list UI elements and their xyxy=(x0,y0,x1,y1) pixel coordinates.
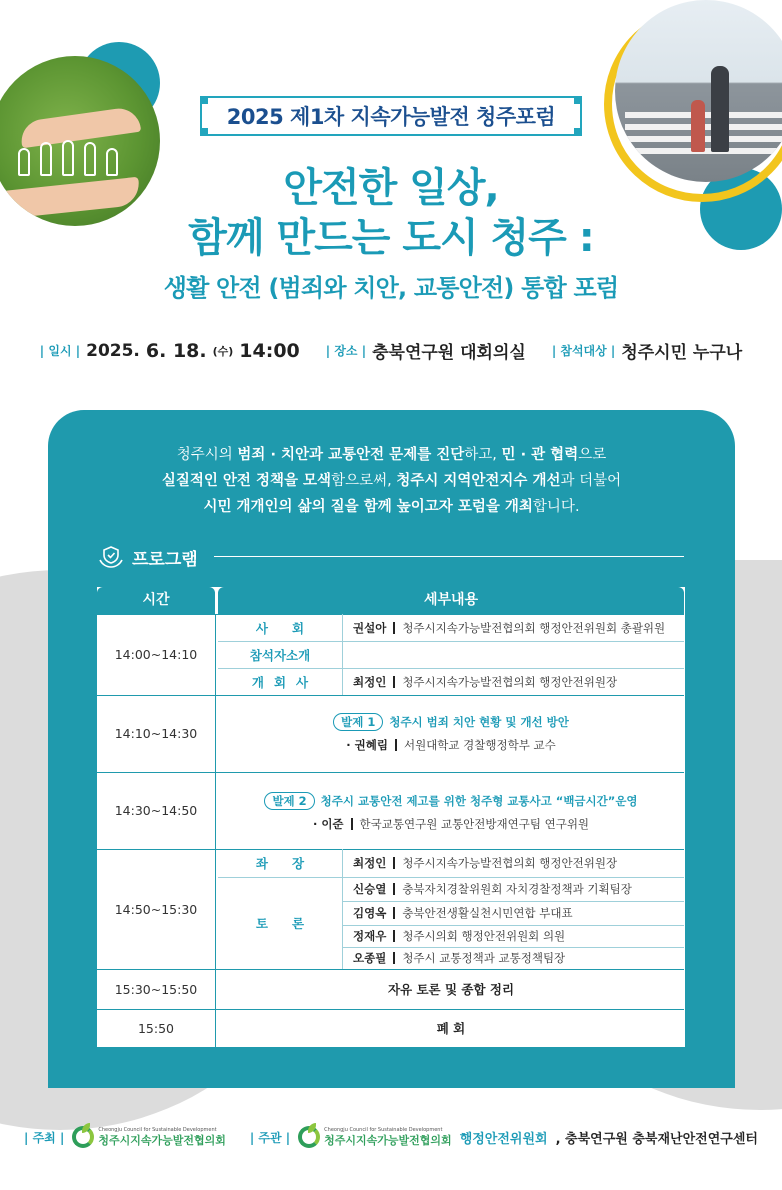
panelist-affiliation: 청주시의회 행정안전위원회 의원 xyxy=(402,929,566,943)
place-label: | 장소 | xyxy=(325,344,367,358)
program-heading xyxy=(98,544,198,570)
host-label: | 주최 | xyxy=(24,1130,65,1145)
speaker-affiliation: 청주시지속가능발전협의회 행정안전위원장 xyxy=(402,674,618,689)
intro-text-part: 과 더불어 xyxy=(560,473,622,489)
session-time: 14:30~14:50 xyxy=(114,803,198,818)
speaker-affiliation: 서원대학교 경찰행정학부 교수 xyxy=(403,738,556,752)
intro-text-part: 함으로써, xyxy=(331,473,397,489)
forum-badge xyxy=(200,96,582,136)
session-time: 14:50~15:30 xyxy=(114,901,198,917)
panelist xyxy=(353,947,565,969)
program-title: 프로그램 xyxy=(132,549,198,570)
place: 충북연구원 대회의실 xyxy=(372,343,526,363)
logo-english: Cheongju Council for Sustainable Development xyxy=(98,1127,217,1133)
intro-text-emphasis: 청주시 지역안전지수 개선 xyxy=(396,473,561,489)
speaker-name: · 권혜림 xyxy=(346,738,388,752)
intro-text-part: 청주시의 xyxy=(176,447,238,463)
speaker xyxy=(353,849,617,877)
intro-text-part: 으로 xyxy=(578,447,607,463)
speaker-affiliation: 한국교통연구원 교통안전방재연구팀 연구위원 xyxy=(359,817,590,831)
speaker-name: · 이준 xyxy=(312,817,344,831)
panelist xyxy=(353,877,632,901)
panelist xyxy=(353,901,573,925)
presentation xyxy=(218,713,684,753)
program-panel xyxy=(48,410,735,1088)
role-introductions: 참석자소개 xyxy=(249,647,311,663)
badge-text: 2025 제1차 지속가능발전 청주포럼 xyxy=(226,105,556,129)
intro-text-emphasis: 시민 개개인의 삶의 질을 함께 높이고자 포럼을 개최 xyxy=(203,499,533,515)
session-time: 14:10~14:30 xyxy=(114,726,198,741)
role-opening: 개회사 xyxy=(251,674,319,690)
panelist-affiliation: 충북안전생활실천시민연합 부대표 xyxy=(402,906,573,920)
target: 청주시민 누구나 xyxy=(621,343,743,363)
session-time: 15:50 xyxy=(137,1020,175,1036)
host-logo xyxy=(72,1126,226,1148)
role-host: 사회 xyxy=(255,620,329,636)
footer xyxy=(0,1122,782,1152)
logo-korean: 청주시지속가능발전협의회 xyxy=(324,1134,452,1147)
co-organizers: , 충북연구원 충북재난안전연구센터 xyxy=(555,1131,758,1147)
date-main: 6. 18. xyxy=(145,339,207,362)
panelist-name: 김영옥 xyxy=(353,906,387,920)
council-logo-icon xyxy=(72,1126,94,1148)
event-info xyxy=(0,338,782,363)
council-logo-icon xyxy=(298,1126,320,1148)
speaker-name: 최정인 xyxy=(353,674,387,689)
column-header-time: 시간 xyxy=(97,587,215,614)
presentation-tag: 발제 2 xyxy=(264,792,314,810)
logo-korean: 청주시지속가능발전협의회 xyxy=(98,1134,226,1147)
program-table xyxy=(96,586,686,1048)
role-chair: 좌장 xyxy=(255,856,329,871)
time: 14:00 xyxy=(239,339,300,362)
main-title-line2: 함께 만드는 도시 청주 : xyxy=(188,215,594,261)
organizer-logo xyxy=(298,1126,452,1148)
subtitle: 생활 안전 (범죄와 치안, 교통안전) 통합 포럼 xyxy=(163,274,619,302)
presentation-title: 청주시 교통안전 제고를 위한 청주형 교통사고 “백금시간”운영 xyxy=(320,794,638,808)
organizer-label: | 주관 | xyxy=(249,1130,291,1145)
date-label: | 일시 | xyxy=(39,344,81,358)
column-header-detail: 세부내용 xyxy=(218,587,684,614)
session-time: 15:30~15:50 xyxy=(114,981,198,997)
organizer-committee: 행정안전위원회 xyxy=(459,1131,548,1147)
panelist-name: 정재우 xyxy=(353,929,387,943)
speaker-name: 권설아 xyxy=(353,620,387,635)
intro-text-emphasis: 민 · 관 협력 xyxy=(501,447,579,463)
speaker xyxy=(353,614,665,641)
intro-text-emphasis: 실질적인 안전 정책을 모색 xyxy=(161,473,332,489)
presentation xyxy=(218,792,684,832)
role-discussion: 토론 xyxy=(255,916,329,931)
presentation-tag: 발제 1 xyxy=(333,713,383,731)
session-detail: 폐 회 xyxy=(436,1021,466,1036)
weekday: (수) xyxy=(212,344,234,358)
safety-hands-icon xyxy=(98,544,124,570)
date-prefix: 2025. xyxy=(86,340,140,361)
panelist-name: 신승열 xyxy=(353,882,387,896)
intro-text-part: 합니다. xyxy=(532,499,580,515)
session-time: 14:00~14:10 xyxy=(114,647,198,662)
panelist xyxy=(353,925,565,947)
speaker-affiliation: 청주시지속가능발전협의회 행정안전위원장 xyxy=(402,856,618,870)
intro-text-part: 하고, xyxy=(464,447,502,463)
intro-text xyxy=(48,442,735,520)
crosswalk-photo xyxy=(615,0,782,182)
speaker-name: 최정인 xyxy=(353,856,387,870)
session-detail: 자유 토론 및 종합 정리 xyxy=(387,982,515,997)
panelist-name: 오종필 xyxy=(353,951,387,965)
logo-english: Cheongju Council for Sustainable Development xyxy=(324,1127,443,1133)
main-title-line1: 안전한 일상, xyxy=(283,165,499,211)
divider xyxy=(214,556,684,557)
intro-text-emphasis: 범죄 · 치안과 교통안전 문제를 진단 xyxy=(237,447,465,463)
target-label: | 참석대상 | xyxy=(551,344,616,358)
presentation-title: 청주시 범죄 치안 현황 및 개선 방안 xyxy=(389,715,569,729)
speaker xyxy=(353,668,617,695)
speaker-affiliation: 청주시지속가능발전협의회 행정안전위원회 총괄위원 xyxy=(402,620,666,635)
panelist-affiliation: 청주시 교통정책과 교통정책팀장 xyxy=(402,951,566,965)
panelist-affiliation: 충북자치경찰위원회 자치경찰정책과 기획팀장 xyxy=(402,882,632,896)
